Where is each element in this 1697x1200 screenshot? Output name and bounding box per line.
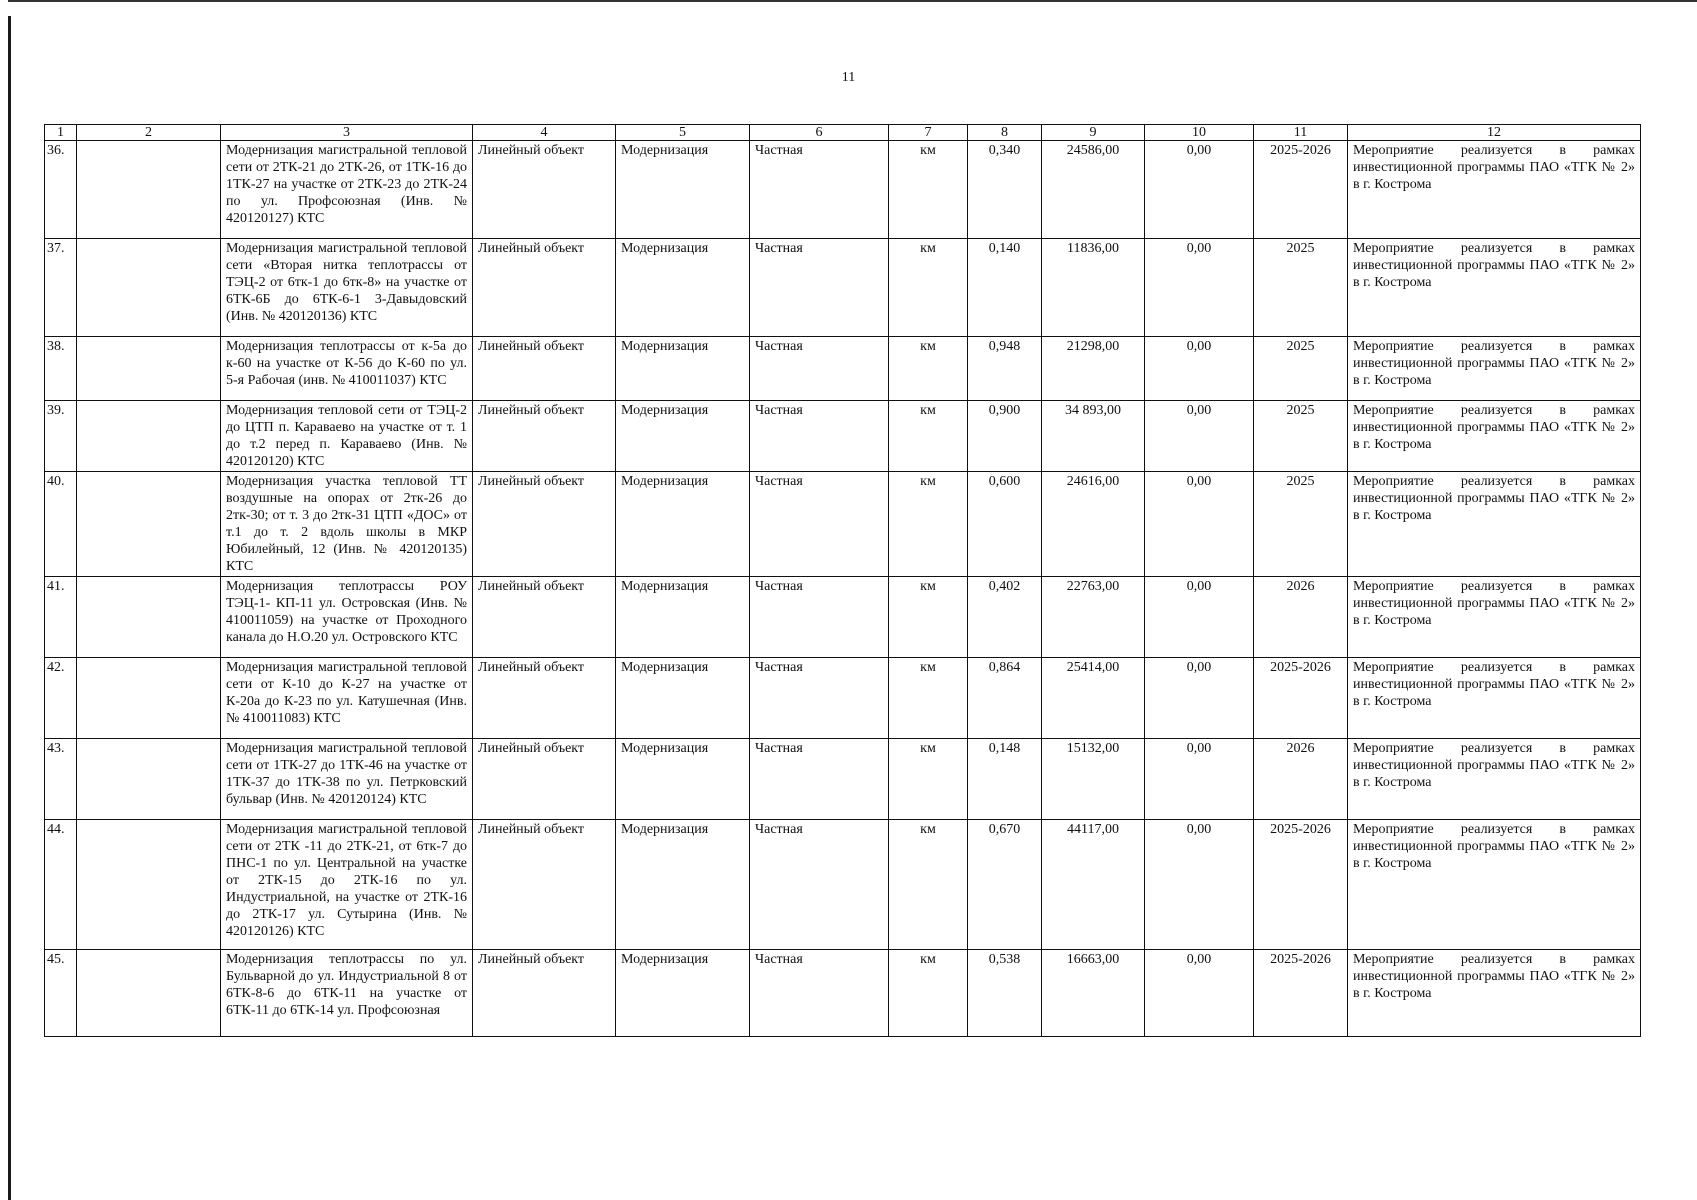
empty-cell [77, 658, 221, 739]
column-10-value: 0,00 [1145, 739, 1254, 820]
note-text: Мероприятие реализуется в рамках инвестиционной программы ПАО «ТГК № 2» в г. Кострома [1348, 337, 1641, 401]
length-value: 0,864 [968, 658, 1042, 739]
table-row [45, 577, 1641, 658]
measure-name: Модернизация магистральной тепловой сети от 2ТК-21 до 2ТК-26, от 1ТК-16 до 1ТК-27 на участке от 2ТК-23 до 2ТК-24 по ул. Профсоюзная (Инв. № 420120127) КТС [221, 141, 473, 239]
column-header: 2 [77, 125, 221, 141]
column-header: 8 [968, 125, 1042, 141]
column-header: 7 [889, 125, 968, 141]
unit-of-measure: км [889, 950, 968, 1037]
cost-value: 34 893,00 [1042, 401, 1145, 472]
object-type: Линейный объект [473, 950, 616, 1037]
measure-name: Модернизация магистральной тепловой сети от 2ТК -11 до 2ТК-21, от 6тк-7 до ПНС-1 по ул. Центральной на участке от 2ТК-15 до 2ТК-16 по ул. Индустриальной, на участке от 2ТК-16 до 2ТК-17 ул. Сутырина (Инв. № 420120126) КТС [221, 820, 473, 950]
measure-name: Модернизация теплотрассы от к-5а до к-60 на участке от К-56 до К-60 по ул. 5-я Рабочая (инв. № 410011037) КТС [221, 337, 473, 401]
work-type: Модернизация [616, 141, 750, 239]
column-10-value: 0,00 [1145, 472, 1254, 577]
empty-cell [77, 337, 221, 401]
cost-value: 22763,00 [1042, 577, 1145, 658]
empty-cell [77, 472, 221, 577]
work-type: Модернизация [616, 950, 750, 1037]
column-header: 5 [616, 125, 750, 141]
cost-value: 21298,00 [1042, 337, 1145, 401]
ownership-type: Частная [750, 950, 889, 1037]
empty-cell [77, 401, 221, 472]
work-type: Модернизация [616, 658, 750, 739]
table-row [45, 337, 1641, 401]
measure-name: Модернизация теплотрассы по ул. Бульварной до ул. Индустриальной 8 от 6ТК-8-6 до 6ТК-11 на участке от 6ТК-11 до 6ТК-14 ул. Профсоюзная [221, 950, 473, 1037]
implementation-years: 2025-2026 [1254, 950, 1348, 1037]
unit-of-measure: км [889, 141, 968, 239]
ownership-type: Частная [750, 472, 889, 577]
implementation-years: 2025-2026 [1254, 658, 1348, 739]
ownership-type: Частная [750, 401, 889, 472]
cost-value: 16663,00 [1042, 950, 1145, 1037]
unit-of-measure: км [889, 658, 968, 739]
column-10-value: 0,00 [1145, 239, 1254, 337]
column-10-value: 0,00 [1145, 141, 1254, 239]
ownership-type: Частная [750, 239, 889, 337]
table-row [45, 401, 1641, 472]
column-header: 1 [45, 125, 77, 141]
length-value: 0,340 [968, 141, 1042, 239]
object-type: Линейный объект [473, 577, 616, 658]
column-10-value: 0,00 [1145, 950, 1254, 1037]
implementation-years: 2026 [1254, 577, 1348, 658]
length-value: 0,140 [968, 239, 1042, 337]
object-type: Линейный объект [473, 820, 616, 950]
row-number: 41. [45, 577, 77, 658]
object-type: Линейный объект [473, 337, 616, 401]
unit-of-measure: км [889, 472, 968, 577]
column-header: 10 [1145, 125, 1254, 141]
row-number: 44. [45, 820, 77, 950]
ownership-type: Частная [750, 739, 889, 820]
row-number: 45. [45, 950, 77, 1037]
ownership-type: Частная [750, 337, 889, 401]
empty-cell [77, 739, 221, 820]
row-number: 39. [45, 401, 77, 472]
empty-cell [77, 239, 221, 337]
note-text: Мероприятие реализуется в рамках инвестиционной программы ПАО «ТГК № 2» в г. Кострома [1348, 950, 1641, 1037]
row-number: 36. [45, 141, 77, 239]
unit-of-measure: км [889, 820, 968, 950]
ownership-type: Частная [750, 141, 889, 239]
work-type: Модернизация [616, 401, 750, 472]
length-value: 0,538 [968, 950, 1042, 1037]
note-text: Мероприятие реализуется в рамках инвестиционной программы ПАО «ТГК № 2» в г. Кострома [1348, 472, 1641, 577]
column-header: 4 [473, 125, 616, 141]
implementation-years: 2025 [1254, 472, 1348, 577]
length-value: 0,600 [968, 472, 1042, 577]
column-header: 9 [1042, 125, 1145, 141]
note-text: Мероприятие реализуется в рамках инвестиционной программы ПАО «ТГК № 2» в г. Кострома [1348, 577, 1641, 658]
column-10-value: 0,00 [1145, 577, 1254, 658]
implementation-years: 2026 [1254, 739, 1348, 820]
table-row [45, 239, 1641, 337]
implementation-years: 2025 [1254, 239, 1348, 337]
measure-name: Модернизация магистральной тепловой сети от 1ТК-27 до 1ТК-46 на участке от 1ТК-37 до 1ТК-38 по ул. Петрковский бульвар (Инв. № 420120124) КТС [221, 739, 473, 820]
work-type: Модернизация [616, 337, 750, 401]
cost-value: 24586,00 [1042, 141, 1145, 239]
column-header: 6 [750, 125, 889, 141]
cost-value: 15132,00 [1042, 739, 1145, 820]
implementation-years: 2025-2026 [1254, 141, 1348, 239]
empty-cell [77, 950, 221, 1037]
work-type: Модернизация [616, 577, 750, 658]
note-text: Мероприятие реализуется в рамках инвестиционной программы ПАО «ТГК № 2» в г. Кострома [1348, 820, 1641, 950]
cost-value: 44117,00 [1042, 820, 1145, 950]
unit-of-measure: км [889, 401, 968, 472]
implementation-years: 2025-2026 [1254, 820, 1348, 950]
empty-cell [77, 577, 221, 658]
measures-table [44, 124, 1641, 1037]
table-row [45, 820, 1641, 950]
unit-of-measure: км [889, 577, 968, 658]
object-type: Линейный объект [473, 401, 616, 472]
row-number: 42. [45, 658, 77, 739]
ownership-type: Частная [750, 820, 889, 950]
work-type: Модернизация [616, 739, 750, 820]
row-number: 38. [45, 337, 77, 401]
object-type: Линейный объект [473, 472, 616, 577]
measure-name: Модернизация магистральной тепловой сети от К-10 до К-27 на участке от К-20а до К-23 по ул. Катушечная (Инв. № 410011083) КТС [221, 658, 473, 739]
column-header: 12 [1348, 125, 1641, 141]
note-text: Мероприятие реализуется в рамках инвестиционной программы ПАО «ТГК № 2» в г. Кострома [1348, 239, 1641, 337]
note-text: Мероприятие реализуется в рамках инвестиционной программы ПАО «ТГК № 2» в г. Кострома [1348, 658, 1641, 739]
table-row [45, 950, 1641, 1037]
top-border-line [8, 0, 1697, 2]
length-value: 0,148 [968, 739, 1042, 820]
implementation-years: 2025 [1254, 337, 1348, 401]
row-number: 43. [45, 739, 77, 820]
cost-value: 25414,00 [1042, 658, 1145, 739]
length-value: 0,670 [968, 820, 1042, 950]
note-text: Мероприятие реализуется в рамках инвестиционной программы ПАО «ТГК № 2» в г. Кострома [1348, 141, 1641, 239]
row-number: 40. [45, 472, 77, 577]
object-type: Линейный объект [473, 658, 616, 739]
unit-of-measure: км [889, 239, 968, 337]
implementation-years: 2025 [1254, 401, 1348, 472]
column-number-row [45, 125, 1641, 141]
empty-cell [77, 141, 221, 239]
object-type: Линейный объект [473, 739, 616, 820]
note-text: Мероприятие реализуется в рамках инвестиционной программы ПАО «ТГК № 2» в г. Кострома [1348, 401, 1641, 472]
object-type: Линейный объект [473, 141, 616, 239]
table-row [45, 472, 1641, 577]
unit-of-measure: км [889, 337, 968, 401]
unit-of-measure: км [889, 739, 968, 820]
column-10-value: 0,00 [1145, 337, 1254, 401]
column-header: 11 [1254, 125, 1348, 141]
cost-value: 11836,00 [1042, 239, 1145, 337]
measure-name: Модернизация теплотрассы РОУ ТЭЦ-1- КП-11 ул. Островская (Инв. № 410011059) на участке от Проходного канала до Н.О.20 ул. Островского КТС [221, 577, 473, 658]
length-value: 0,402 [968, 577, 1042, 658]
work-type: Модернизация [616, 239, 750, 337]
work-type: Модернизация [616, 820, 750, 950]
ownership-type: Частная [750, 658, 889, 739]
measure-name: Модернизация участка тепловой ТТ воздушные на опорах от 2тк-26 до 2тк-30; от т. 3 до 2тк-31 ЦТП «ДОС» от т.1 до т. 2 вдоль школы в МКР Юбилейный, 12 (Инв. № 420120135) КТС [221, 472, 473, 577]
work-type: Модернизация [616, 472, 750, 577]
table-row [45, 739, 1641, 820]
length-value: 0,948 [968, 337, 1042, 401]
length-value: 0,900 [968, 401, 1042, 472]
column-10-value: 0,00 [1145, 658, 1254, 739]
column-header: 3 [221, 125, 473, 141]
measure-name: Модернизация магистральной тепловой сети «Вторая нитка теплотрассы от ТЭЦ-2 от 6тк-1 до 6тк-8» на участке от 6ТК-6Б до 6ТК-6-1 3-Давыдовский (Инв. № 420120136) КТС [221, 239, 473, 337]
empty-cell [77, 820, 221, 950]
table-row [45, 658, 1641, 739]
object-type: Линейный объект [473, 239, 616, 337]
left-border-line [8, 16, 11, 1200]
note-text: Мероприятие реализуется в рамках инвестиционной программы ПАО «ТГК № 2» в г. Кострома [1348, 739, 1641, 820]
cost-value: 24616,00 [1042, 472, 1145, 577]
column-10-value: 0,00 [1145, 401, 1254, 472]
measure-name: Модернизация тепловой сети от ТЭЦ-2 до ЦТП п. Караваево на участке от т. 1 до т.2 перед п. Караваево (Инв. № 420120120) КТС [221, 401, 473, 472]
row-number: 37. [45, 239, 77, 337]
column-10-value: 0,00 [1145, 820, 1254, 950]
table-row [45, 141, 1641, 239]
page-number: 11 [841, 70, 856, 85]
ownership-type: Частная [750, 577, 889, 658]
